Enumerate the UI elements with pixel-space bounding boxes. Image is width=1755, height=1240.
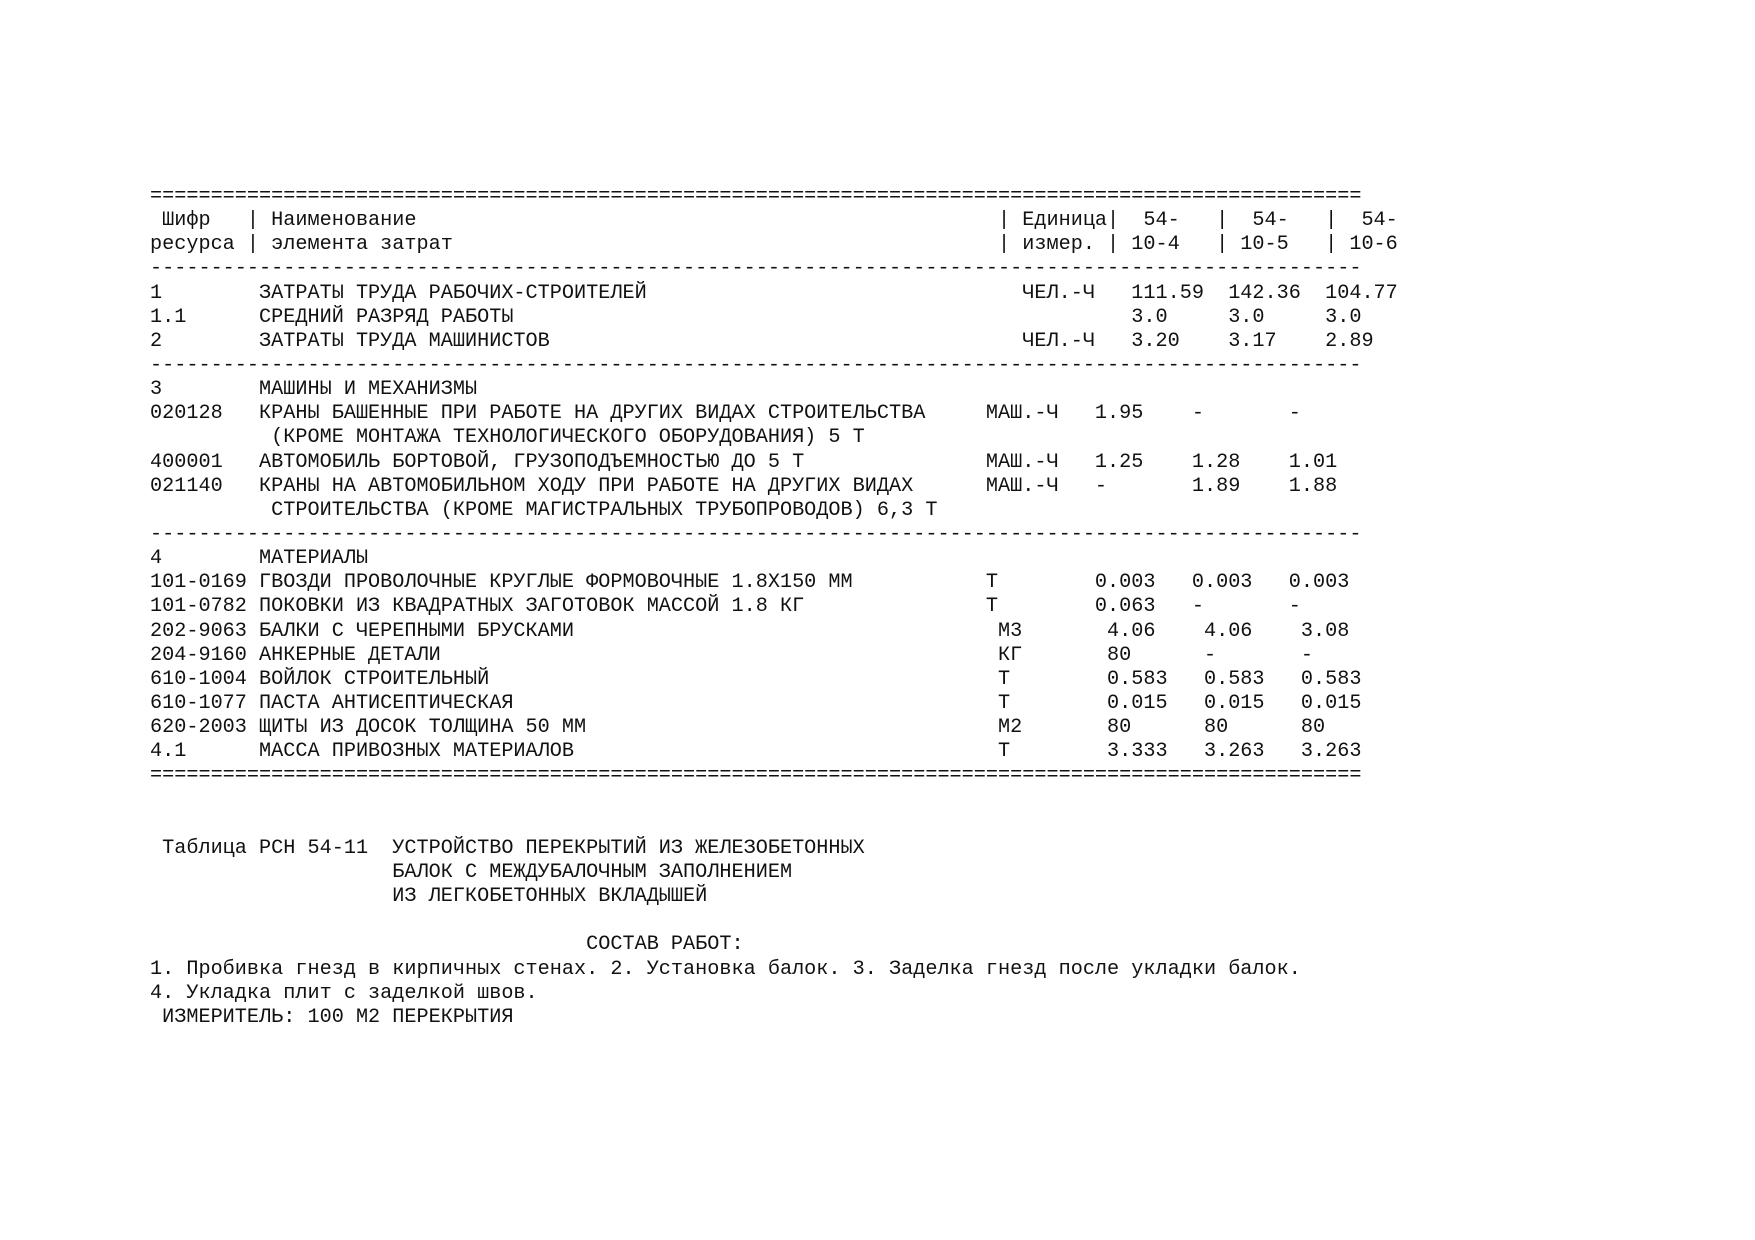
table-header-row-2: ресурса | элемента затрат | измер. | 10-4 | 10-5 | 10-6 — [150, 233, 1398, 257]
work-composition-text: 4. Укладка плит с заделкой швов. — [150, 981, 538, 1005]
table-row: СТРОИТЕЛЬСТВА (КРОМЕ МАГИСТРАЛЬНЫХ ТРУБОПРОВОДОВ) 6,3 Т — [150, 498, 938, 522]
table-bottom-rule: ==================================================================================================== — [150, 764, 1362, 788]
table-rule: ---------------------------------------------------------------------------------------------------- — [150, 257, 1362, 281]
table-row: 4.1 МАССА ПРИВОЗНЫХ МАТЕРИАЛОВ Т 3.333 3.263 3.263 — [150, 740, 1362, 764]
blank-line — [150, 909, 1630, 933]
table-top-rule: ==================================================================================================== — [150, 185, 1362, 208]
blank-line — [150, 789, 1630, 813]
work-composition-text: 1. Пробивка гнезд в кирпичных стенах. 2. Установка балок. 3. Заделка гнезд после укладки балок. — [150, 957, 1301, 981]
table-row: 2 ЗАТРАТЫ ТРУДА МАШИНИСТОВ ЧЕЛ.-Ч 3.20 3.17 2.89 — [150, 329, 1374, 353]
work-composition-heading: СОСТАВ РАБОТ: — [150, 933, 744, 957]
table-rule: ---------------------------------------------------------------------------------------------------- — [150, 353, 1362, 377]
table-title: Таблица РСН 54-11 УСТРОЙСТВО ПЕРЕКРЫТИЙ ИЗ ЖЕЛЕЗОБЕТОННЫХ — [150, 836, 865, 860]
table-row: 610-1004 ВОЙЛОК СТРОИТЕЛЬНЫЙ Т 0.583 0.583 0.583 — [150, 667, 1362, 691]
table-row: 4 МАТЕРИАЛЫ — [150, 547, 369, 571]
table-row: 021140 КРАНЫ НА АВТОМОБИЛЬНОМ ХОДУ ПРИ РАБОТЕ НА ДРУГИХ ВИДАХ МАШ.-Ч - 1.89 1.88 — [150, 474, 1338, 498]
table-row: 3 МАШИНЫ И МЕХАНИЗМЫ — [150, 378, 478, 402]
table-header-row-1: Шифр | Наименование | Единица| 54- | 54- | 54- — [150, 209, 1398, 233]
table-rule: ---------------------------------------------------------------------------------------------------- — [150, 522, 1362, 546]
document-text — [150, 185, 1630, 1030]
table-row: 204-9160 АНКЕРНЫЕ ДЕТАЛИ КГ 80 - - — [150, 643, 1313, 667]
table-row: 202-9063 БАЛКИ С ЧЕРЕПНЫМИ БРУСКАМИ М3 4.06 4.06 3.08 — [150, 619, 1350, 643]
blank-line — [150, 813, 1630, 837]
table-row: (КРОМЕ МОНТАЖА ТЕХНОЛОГИЧЕСКОГО ОБОРУДОВАНИЯ) 5 Т — [150, 426, 865, 450]
table-title-continued: ИЗ ЛЕГКОБЕТОННЫХ ВКЛАДЫШЕЙ — [150, 885, 708, 909]
table-row: 620-2003 ЩИТЫ ИЗ ДОСОК ТОЛЩИНА 50 ММ М2 80 80 80 — [150, 716, 1326, 740]
table-row: 101-0169 ГВОЗДИ ПРОВОЛОЧНЫЕ КРУГЛЫЕ ФОРМОВОЧНЫЕ 1.8Х150 ММ Т 0.003 0.003 0.003 — [150, 571, 1350, 595]
table-row: 1.1 СРЕДНИЙ РАЗРЯД РАБОТЫ 3.0 3.0 3.0 — [150, 305, 1362, 329]
table-row: 610-1077 ПАСТА АНТИСЕПТИЧЕСКАЯ Т 0.015 0.015 0.015 — [150, 691, 1362, 715]
table-row: 101-0782 ПОКОВКИ ИЗ КВАДРАТНЫХ ЗАГОТОВОК МАССОЙ 1.8 КГ Т 0.063 - - — [150, 595, 1301, 619]
table-title-continued: БАЛОК С МЕЖДУБАЛОЧНЫМ ЗАПОЛНЕНИЕМ — [150, 860, 793, 884]
document-page — [150, 185, 1630, 1085]
unit-of-measure-line: ИЗМЕРИТЕЛЬ: 100 М2 ПЕРЕКРЫТИЯ — [150, 1005, 514, 1029]
table-row: 400001 АВТОМОБИЛЬ БОРТОВОЙ, ГРУЗОПОДЪЕМНОСТЬЮ ДО 5 Т МАШ.-Ч 1.25 1.28 1.01 — [150, 450, 1338, 474]
table-row: 020128 КРАНЫ БАШЕННЫЕ ПРИ РАБОТЕ НА ДРУГИХ ВИДАХ СТРОИТЕЛЬСТВА МАШ.-Ч 1.95 - - — [150, 402, 1301, 426]
table-row: 1 ЗАТРАТЫ ТРУДА РАБОЧИХ-СТРОИТЕЛЕЙ ЧЕЛ.-Ч 111.59 142.36 104.77 — [150, 281, 1398, 305]
